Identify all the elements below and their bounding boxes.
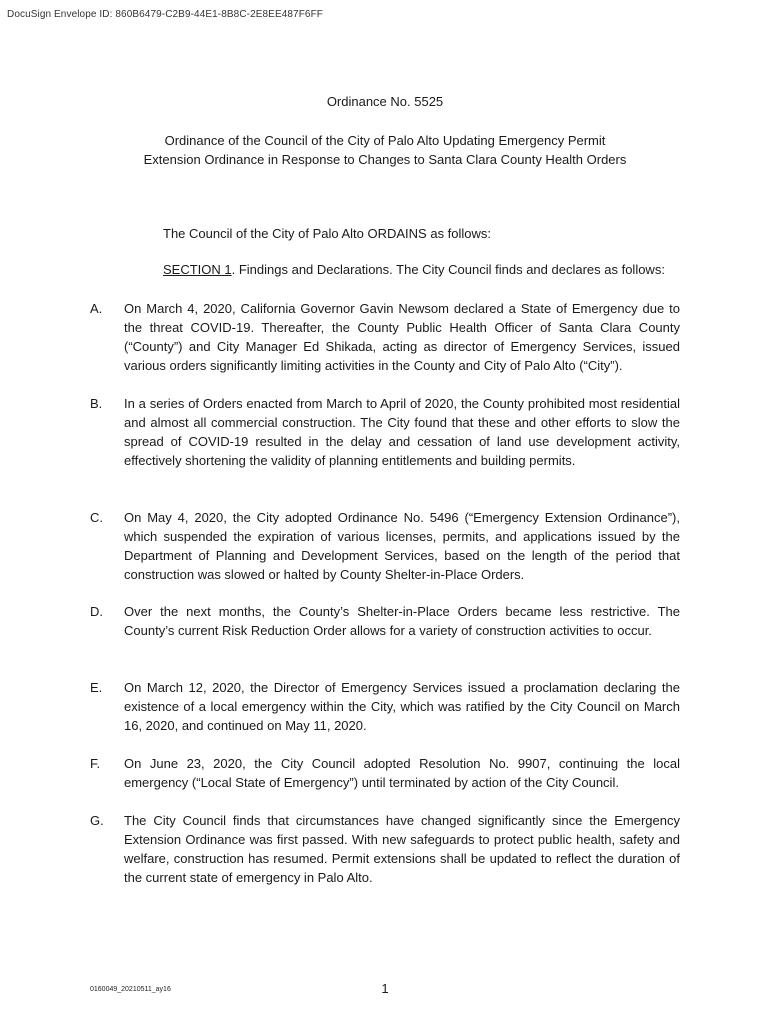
finding-letter: F.	[90, 756, 101, 771]
finding-text: On March 4, 2020, California Governor Gavin Newsom declared a State of Emergency due to the threat COVID-19. Thereafter, the County Public Health Officer of Santa Clara County (“County”) and City Manager Ed Shikada, acting as director of Emergency Services, issued various orders significantly limiting activities in the County and City of Palo Alto (“City”).	[124, 301, 680, 373]
section-1-line	[163, 262, 665, 277]
section-1-text: . Findings and Declarations. The City Council finds and declares as follows:	[231, 262, 665, 277]
finding-letter: D.	[90, 604, 103, 619]
footer-document-code: 0160049_20210511_ay16	[90, 986, 171, 993]
ordains-statement: The Council of the City of Palo Alto ORDAINS as follows:	[163, 226, 492, 241]
finding-letter: A.	[90, 301, 103, 316]
section-1-heading: SECTION 1	[163, 262, 232, 277]
ordinance-subtitle: Ordinance of the Council of the City of Palo Alto Updating Emergency Permit Extension Ordinance in Response to Changes to Santa Clara County Health Orders	[143, 133, 627, 167]
finding-letter: B.	[90, 396, 103, 411]
finding-text: Over the next months, the County’s Shelter-in-Place Orders became less restrictive. The County’s current Risk Reduction Order allows for a variety of construction activities to occur.	[124, 604, 680, 638]
docusign-envelope-id: DocuSign Envelope ID: 860B6479-C2B9-44E1-8B8C-2E8EE487F6FF	[7, 9, 323, 20]
finding-text: On June 23, 2020, the City Council adopted Resolution No. 9907, continuing the local emergency (“Local State of Emergency”) until terminated by action of the City Council.	[124, 756, 680, 790]
finding-text: The City Council finds that circumstances have changed significantly since the Emergency Extension Ordinance was first passed. With new safeguards to protect public health, safety and welfare, construction has resumed. Permit extensions shall be updated to reflect the duration of the current state of emergency in Palo Alto.	[124, 813, 680, 885]
finding-letter: E.	[90, 680, 103, 695]
ordinance-title: Ordinance No. 5525	[326, 94, 444, 109]
finding-letter: G.	[90, 813, 104, 828]
finding-text: On March 12, 2020, the Director of Emergency Services issued a proclamation declaring the existence of a local emergency within the City, which was ratified by the City Council on March 16, 2020, and continued on May 11, 2020.	[124, 680, 680, 733]
page-number: 1	[381, 981, 389, 996]
finding-text: On May 4, 2020, the City adopted Ordinance No. 5496 (“Emergency Extension Ordinance”), which suspended the expiration of various licenses, permits, and applications issued by the Department of Planning and Development Services, based on the length of the period that construction was slowed or halted by County Shelter-in-Place Orders.	[124, 510, 680, 582]
finding-text: In a series of Orders enacted from March to April of 2020, the County prohibited most residential and almost all commercial construction. The City found that these and other efforts to slow the spread of COVID-19 resulted in the delay and cessation of land use development activity, effectively shortening the validity of planning entitlements and building permits.	[124, 396, 680, 468]
finding-letter: C.	[90, 510, 103, 525]
